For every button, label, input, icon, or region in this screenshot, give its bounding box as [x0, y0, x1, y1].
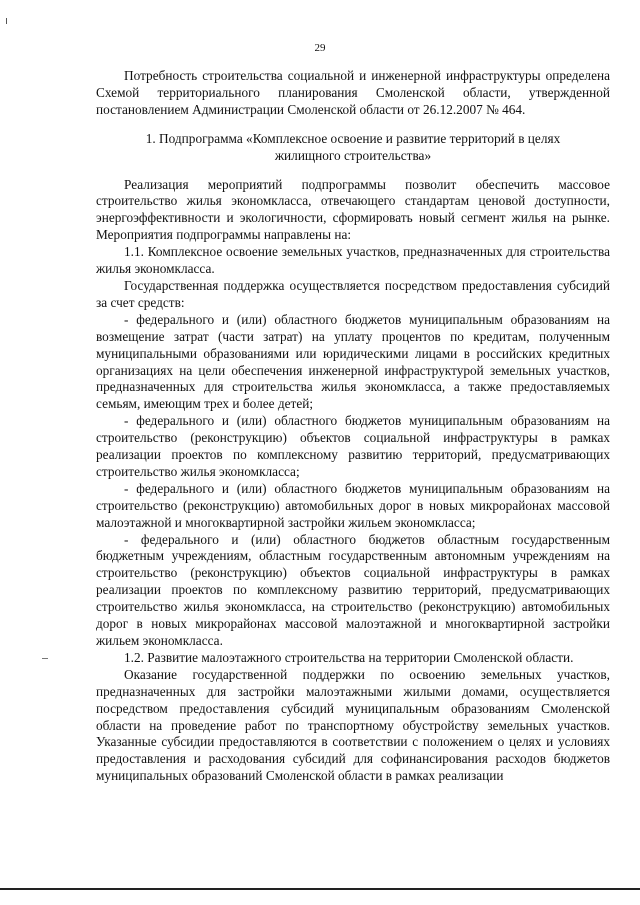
paragraph: Реализация мероприятий подпрограммы позволит обеспечить массовое строительство жилья экономкласса, отвечающего стандартам ценовой доступности, энергоэффективности и экологичности, сформировать новый сегмент жилья на рынке. Мероприятия подпрограммы направлены на:: [96, 176, 610, 243]
bottom-rule: [0, 888, 640, 890]
page-number: 29: [314, 42, 326, 54]
scan-edge-mark: [6, 18, 9, 24]
list-item: - федерального и (или) областного бюджетов муниципальным образованиям на строительство (реконструкцию) объектов социальной инфраструктуры в рамках реализации проектов по комплексному развитию территорий, предусматривающих строительство жилья экономкласса;: [96, 413, 610, 479]
intro-paragraph: Потребность строительства социальной и инженерной инфраструктуры определена Схемой территориального планирования Смоленской области, утвержденной постановлением Администрации Смоленской области от 26.12.2007 № 464.: [96, 68, 610, 117]
list-item: - федерального и (или) областного бюджетов муниципальным образованиям на возмещение затрат (части затрат) на уплату процентов по кредитам, полученным муниципальными образованиями или юридическими лицами в российских кредитных организациях на цели обеспечения инженерной инфраструктурой земельных участков, предназначенных для строительства жилья экономкласса, а также предоставляемых семьям, имеющим трех и более детей;: [96, 311, 610, 412]
paragraph: Государственная поддержка осуществляется посредством предоставления субсидий за счет средств:: [96, 277, 610, 310]
paragraph: Оказание государственной поддержки по освоению земельных участков, предназначенных для застройки малоэтажными жилыми домами, осуществляется посредством предоставления субсидий муниципальным образованиям Смоленской области на проведение работ по транспортному обустройству земельных участков. Указанные субсидии предоставляются в соответствии с положением о целях и условиях предоставления и расходования субсидий для софинансирования расходов бюджетов муниципальных образований Смоленской области в рамках реализации: [96, 666, 610, 784]
margin-mark: [42, 658, 48, 659]
section-heading: 1. Подпрограмма «Комплексное освоение и развитие территорий в целях жилищного строительства»: [145, 130, 561, 163]
subsection-1-1: 1.1. Комплексное освоение земельных участков, предназначенных для строительства жилья экономкласса.: [96, 244, 610, 277]
list-item: - федерального и (или) областного бюджетов областным государственным бюджетным учреждениям, областным государственным автономным учреждениям на строительство (реконструкцию) объектов социальной инфраструктуры в рамках реализации проектов по комплексному развитию территорий, предусматривающих строительство жилья экономкласса, на строительство (реконструкцию) автомобильных дорог в новых микрорайонах массовой малоэтажной и многоквартирной застройки жильем экономкласса.: [96, 531, 610, 648]
subsection-1-2: 1.2. Развитие малоэтажного строительства на территории Смоленской области.: [124, 649, 574, 665]
list-item: - федерального и (или) областного бюджетов муниципальным образованиям на строительство (реконструкцию) автомобильных дорог в новых микрорайонах массовой малоэтажной и многоквартирной застройки жильем экономкласса;: [96, 480, 610, 530]
document-body: [96, 68, 610, 785]
